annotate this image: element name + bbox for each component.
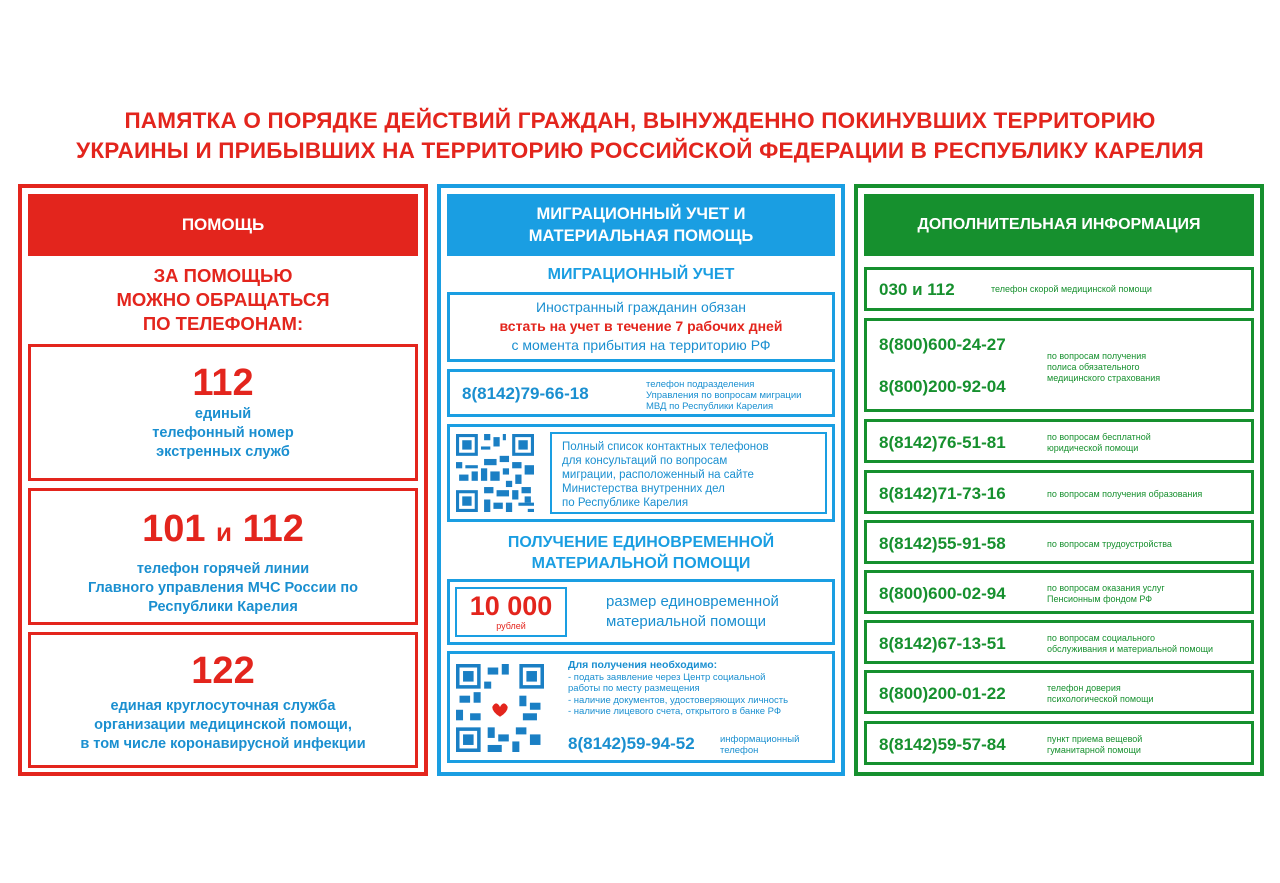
extra-note (1047, 539, 1247, 550)
qr-info-text (552, 434, 825, 516)
note-line: Пенсионным фондом РФ (1047, 594, 1153, 604)
note-line: телефон подразделения (646, 379, 755, 390)
extra-phone[interactable]: 030 и 112 (879, 280, 955, 299)
note-line: телефон доверия (1047, 683, 1121, 693)
title-line-2: УКРАИНЫ И ПРИБЫВШИХ НА ТЕРРИТОРИЮ РОССИЙСКОЙ ФЕДЕРАЦИИ В РЕСПУБЛИКУ КАРЕЛИЯ (76, 138, 1204, 163)
note-line: медицинского страхования (1047, 373, 1161, 383)
amount-value: 10 000 (469, 591, 553, 621)
migration-phone-box (447, 369, 835, 417)
help-box-122 (28, 632, 418, 768)
requirement-item: - наличие документов, удостоверяющих личность (568, 694, 789, 706)
migration-subtitle: МИГРАЦИОННЫЙ УЧЕТ (547, 266, 735, 283)
note-line: телефон скорой медицинской помощи (991, 284, 1152, 294)
note-line: юридической помощи (1047, 443, 1139, 453)
extra-phone[interactable]: 8(8142)76-51-81 (879, 433, 1006, 452)
migration-notice (447, 292, 835, 362)
migration-column (437, 184, 845, 776)
help-header: ПОМОЩЬ (28, 194, 418, 256)
amount-description (606, 592, 779, 632)
notice-deadline: встать на учет в течение 7 рабочих дней (499, 318, 783, 334)
note-line: МВД по Республики Карелия (646, 401, 774, 412)
requirements-title: Для получения необходимо: (568, 659, 718, 671)
help-box-text: единый (194, 406, 252, 422)
note-line: Управления по вопросам миграции (646, 390, 802, 401)
help-box-text: Главного управления МЧС России по (87, 580, 359, 596)
hotline-and: и (216, 517, 233, 547)
extra-phone[interactable]: 8(8142)59-57-84 (879, 735, 1006, 754)
material-aid-subtitle (441, 532, 841, 574)
extra-row (864, 721, 1254, 765)
note-line: гуманитарной помощи (1047, 745, 1141, 755)
info-line: миграции, расположенный на сайте (562, 469, 754, 481)
migration-phone[interactable]: 8(8142)79-66-18 (462, 384, 589, 403)
extra-row (864, 318, 1254, 412)
extra-row (864, 620, 1254, 664)
desc-line: размер единовременной (606, 593, 779, 610)
help-box-text: Республики Карелия (148, 599, 298, 615)
migration-header-line: МИГРАЦИОННЫЙ УЧЕТ И (536, 205, 746, 223)
medical-number: 122 (191, 650, 255, 692)
extra-note (1047, 583, 1247, 605)
info-phone-note (720, 734, 799, 756)
note-line: телефон (720, 745, 759, 756)
extra-note (1047, 633, 1247, 655)
notice-line: Иностранный гражданин обязан (536, 299, 746, 315)
notice-line: с момента прибытия на территорию РФ (511, 337, 771, 353)
requirements-list (568, 660, 788, 718)
info-phone[interactable]: 8(8142)59-94-52 (568, 734, 695, 753)
help-box-101 (28, 488, 418, 625)
hotline-number-a: 101 (142, 508, 206, 550)
info-line: Министерства внутренних дел (562, 483, 725, 495)
extra-phone[interactable]: 8(800)200-92-04 (879, 377, 1006, 396)
help-box-text: единая круглосуточная служба (110, 698, 336, 714)
extra-note (991, 284, 1191, 295)
extra-note (1047, 432, 1247, 454)
migration-header-line: МАТЕРИАЛЬНАЯ ПОМОЩЬ (528, 227, 754, 245)
help-intro-line: МОЖНО ОБРАЩАТЬСЯ (116, 289, 330, 310)
hotline-number-b: 112 (242, 508, 304, 550)
extra-phone[interactable]: 8(800)200-01-22 (879, 684, 1006, 703)
extra-info-header: ДОПОЛНИТЕЛЬНАЯ ИНФОРМАЦИЯ (864, 194, 1254, 256)
migration-header (447, 194, 835, 256)
requirement-item: - наличие лицевого счета, открытого в банке РФ (568, 706, 782, 717)
help-box-text: экстренных служб (156, 444, 290, 460)
subtitle-line: МАТЕРИАЛЬНОЙ ПОМОЩИ (531, 555, 751, 572)
help-box-112 (28, 344, 418, 481)
qr-code-icon[interactable] (456, 664, 544, 752)
info-line: Полный список контактных телефонов (562, 441, 769, 453)
requirement-item: работы по месту размещения (568, 683, 700, 694)
extra-phone[interactable]: 8(8142)67-13-51 (879, 634, 1006, 653)
note-line: психологической помощи (1047, 694, 1154, 704)
amount-box (447, 579, 835, 645)
note-line: полиса обязательного (1047, 362, 1140, 372)
note-line: по вопросам социального (1047, 633, 1155, 643)
title-line-1: ПАМЯТКА О ПОРЯДКЕ ДЕЙСТВИЙ ГРАЖДАН, ВЫНУЖДЕННО ПОКИНУВШИХ ТЕРРИТОРИЮ (124, 108, 1156, 133)
note-line: по вопросам получения образования (1047, 489, 1203, 499)
extra-phone[interactable]: 8(800)600-24-27 (879, 335, 1006, 354)
help-intro-line: ЗА ПОМОЩЬЮ (153, 265, 293, 286)
requirements-box (447, 651, 835, 763)
note-line: по вопросам получения (1047, 351, 1147, 361)
extra-row (864, 470, 1254, 514)
hotline-number (31, 507, 415, 554)
note-line: по вопросам бесплатной (1047, 432, 1151, 442)
migration-phone-note (646, 379, 801, 412)
extra-info-column (854, 184, 1264, 776)
subtitle-line: ПОЛУЧЕНИЕ ЕДИНОВРЕМЕННОЙ (507, 534, 775, 551)
note-line: обслуживания и материальной помощи (1047, 644, 1214, 654)
requirement-item: - подать заявление через Центр социальной (568, 671, 766, 683)
help-box-text: в том числе коронавирусной инфекции (80, 736, 366, 752)
extra-note (1047, 489, 1247, 500)
desc-line: материальной помощи (606, 613, 767, 630)
extra-note (1047, 734, 1247, 756)
note-line: по вопросам оказания услуг (1047, 583, 1165, 593)
extra-row (864, 419, 1254, 463)
help-box-text: телефонный номер (152, 425, 294, 441)
note-line: по вопросам трудоустройства (1047, 539, 1172, 549)
extra-note (1047, 351, 1247, 384)
qr-code-icon[interactable] (456, 434, 534, 512)
note-line: пункт приема вещевой (1047, 734, 1143, 744)
extra-row (864, 570, 1254, 614)
page-title (0, 106, 1280, 166)
extra-note (1047, 683, 1247, 705)
extra-phone[interactable]: 8(8142)71-73-16 (879, 484, 1006, 503)
qr-info-text-box (550, 432, 827, 514)
note-line: информационный (720, 734, 800, 745)
extra-row (864, 520, 1254, 564)
help-intro (22, 264, 424, 336)
amount-value-box (455, 587, 567, 637)
help-intro-line: ПО ТЕЛЕФОНАМ: (142, 313, 304, 334)
extra-row (864, 267, 1254, 311)
emergency-number: 112 (192, 362, 254, 404)
help-box-text: организации медицинской помощи, (94, 717, 352, 733)
qr-info-box (447, 424, 835, 522)
help-column (18, 184, 428, 776)
info-line: для консультаций по вопросам (562, 455, 728, 467)
extra-phone[interactable]: 8(8142)55-91-58 (879, 534, 1006, 553)
info-line: по Республике Карелия (562, 497, 689, 509)
extra-phone[interactable]: 8(800)600-02-94 (879, 584, 1006, 603)
amount-unit: рублей (496, 621, 526, 631)
extra-row (864, 670, 1254, 714)
help-box-text: телефон горячей линии (136, 561, 310, 577)
